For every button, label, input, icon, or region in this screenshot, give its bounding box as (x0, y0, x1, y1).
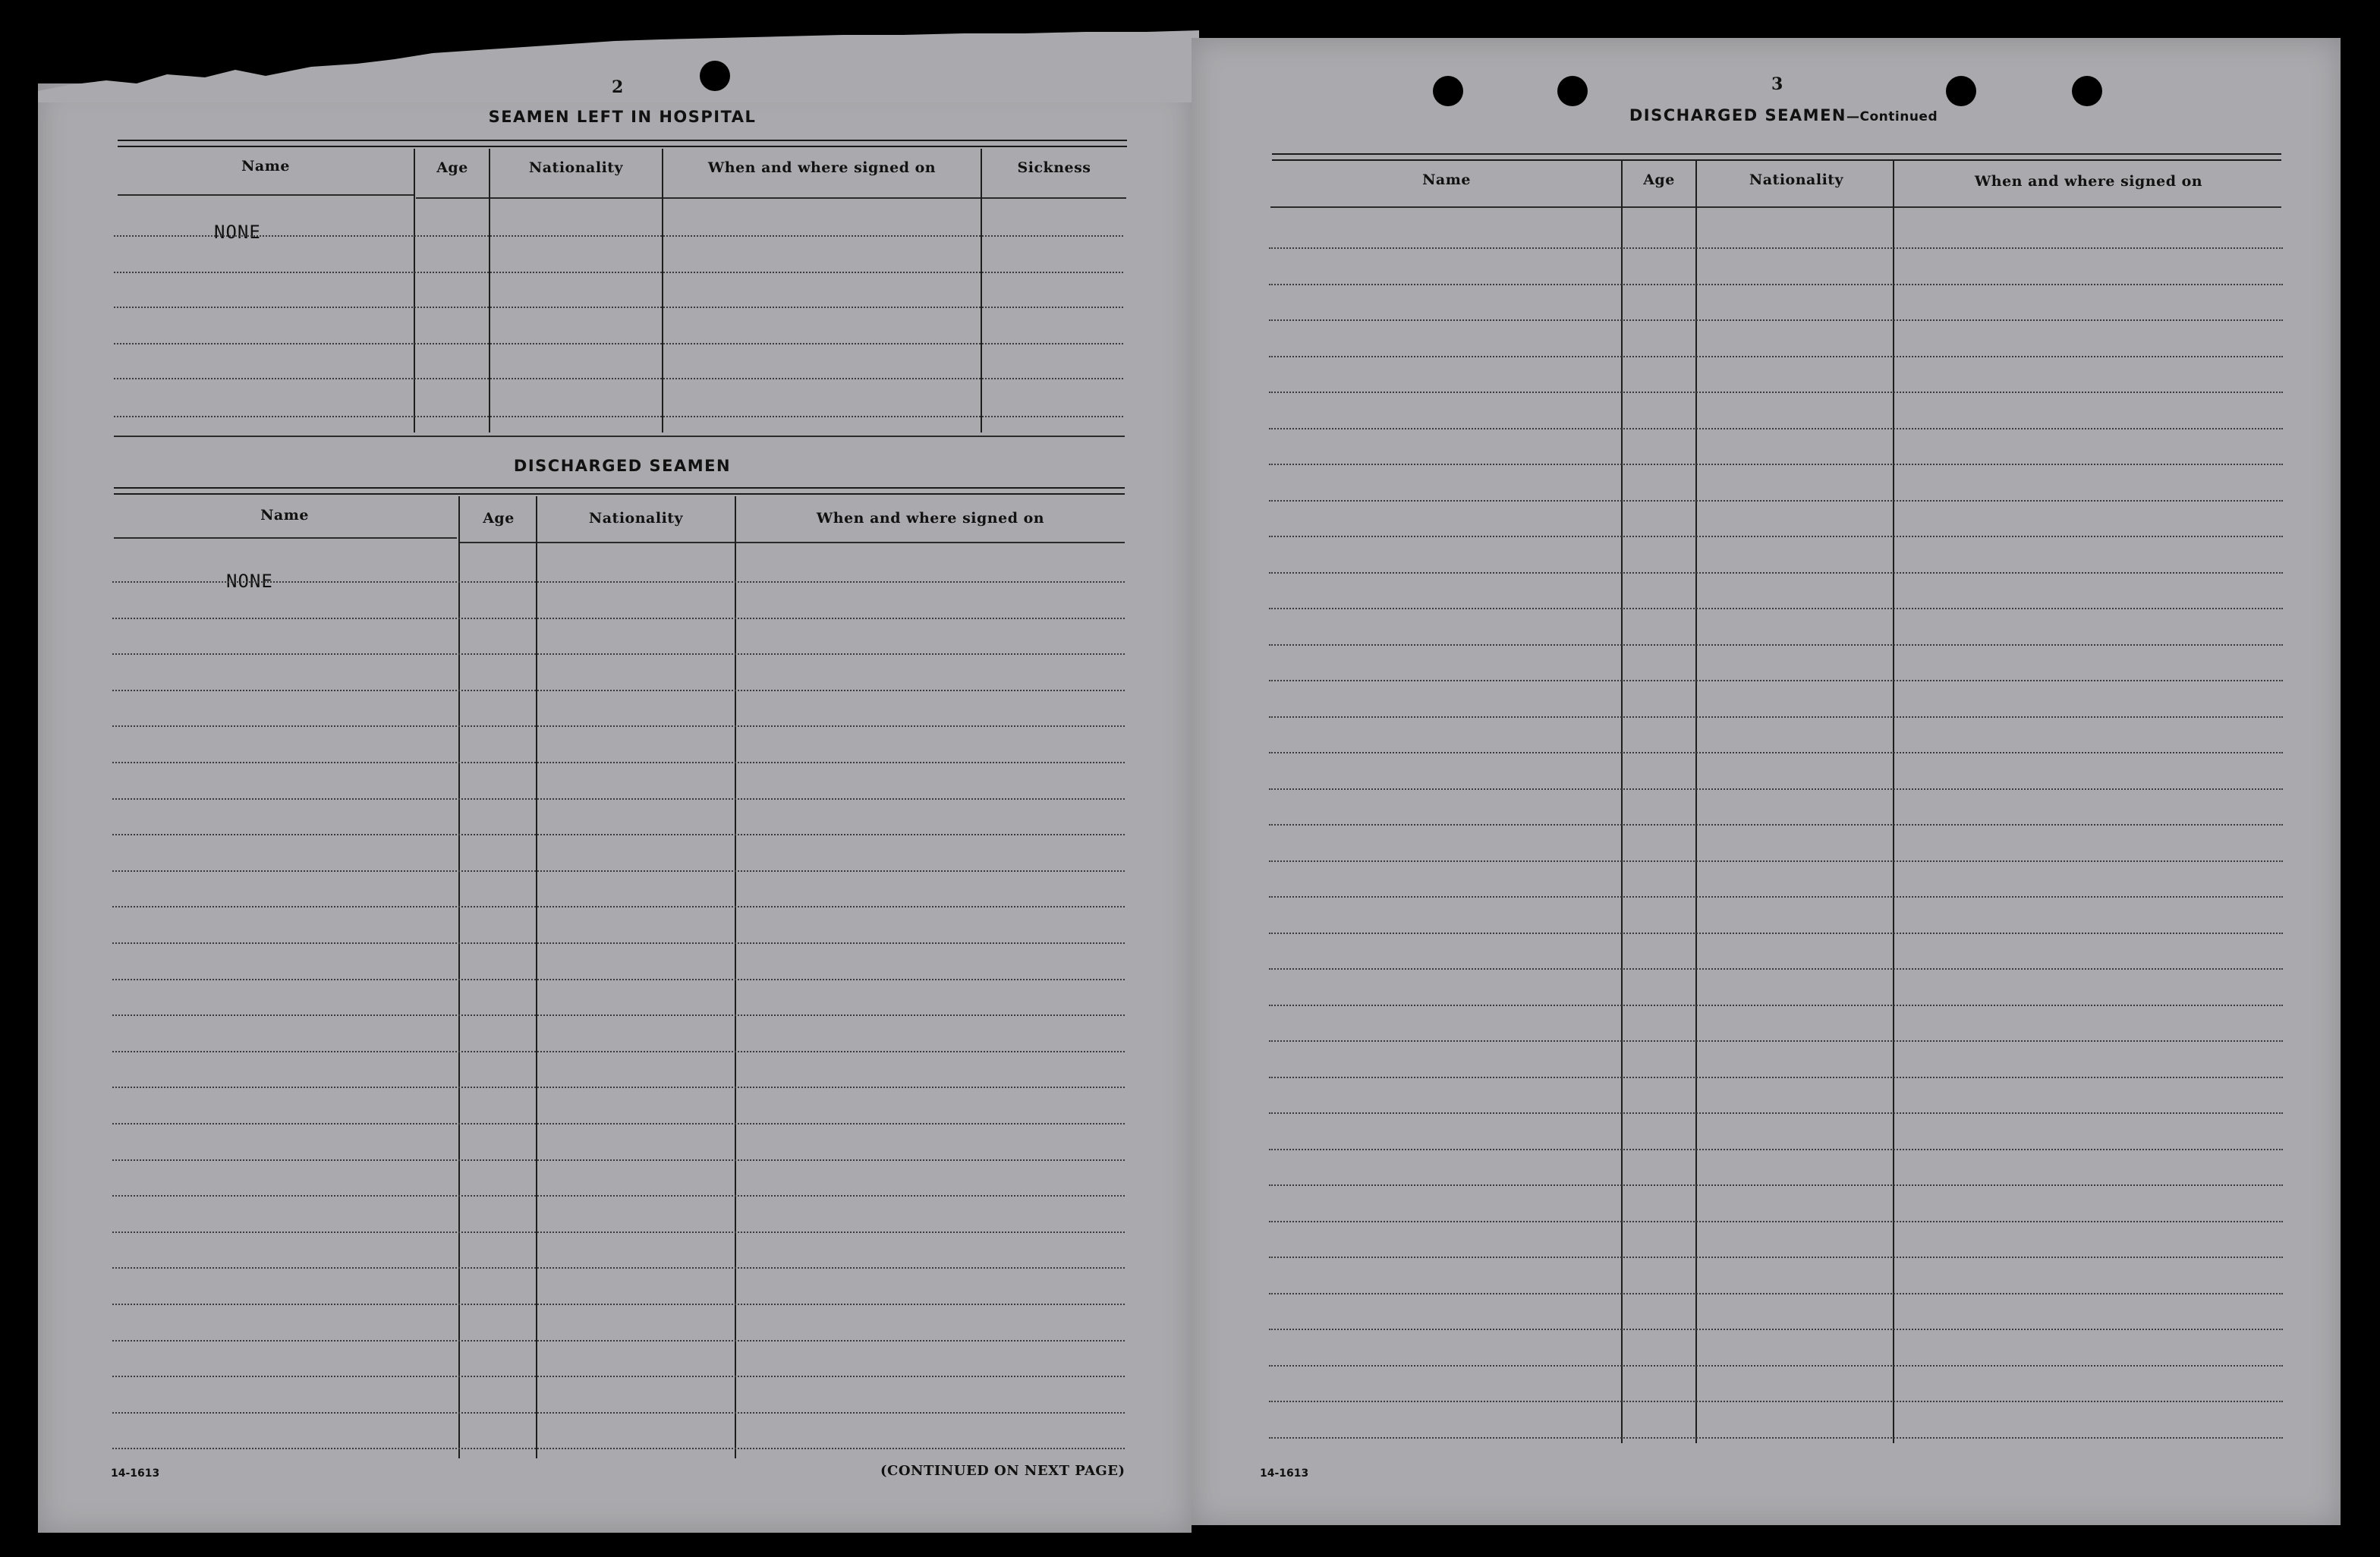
col-header-name: Name (1422, 171, 1471, 188)
right-title-continued: —Continued (1846, 109, 1938, 124)
right-section-title (1586, 106, 1981, 124)
entry-line (112, 1195, 1125, 1197)
column-divider (414, 149, 415, 432)
entry-line (1269, 1112, 2283, 1114)
col-header-signed-on: When and where signed on (816, 510, 1045, 527)
entry-line (112, 1412, 1125, 1414)
entry-line (1269, 752, 2283, 753)
entry-line (1269, 968, 2283, 970)
column-divider (662, 149, 663, 432)
entry-line (1269, 860, 2283, 862)
entry-line (1269, 1221, 2283, 1222)
discharged-entry-none: NONE (226, 571, 273, 592)
left-page (38, 83, 1192, 1533)
entry-line (1269, 572, 2283, 574)
column-divider (536, 496, 537, 1458)
header-rule (460, 542, 1125, 543)
continued-note: (CONTINUED ON NEXT PAGE) (880, 1463, 1125, 1479)
entry-line (1269, 1437, 2283, 1439)
entry-line (1269, 536, 2283, 537)
entry-line (112, 1123, 1125, 1124)
entry-line (112, 762, 1125, 763)
entry-line (1269, 1077, 2283, 1078)
col-header-nationality: Nationality (1749, 171, 1844, 188)
entry-line (1269, 896, 2283, 898)
entry-line (112, 1051, 1125, 1052)
entry-line (114, 235, 1123, 237)
entry-line (112, 906, 1125, 907)
entry-line (1269, 1257, 2283, 1258)
entry-line (114, 416, 1123, 417)
entry-line (112, 979, 1125, 980)
right-title-main: DISCHARGED SEAMEN (1629, 106, 1847, 124)
punch-hole (2072, 76, 2102, 106)
punch-hole (700, 61, 730, 91)
entry-line (1269, 428, 2283, 429)
col-header-age: Age (436, 159, 468, 176)
entry-line (1269, 788, 2283, 790)
col-header-name: Name (241, 158, 290, 175)
col-header-nationality: Nationality (588, 510, 684, 527)
entry-line (112, 725, 1125, 727)
col-header-signed-on: When and where signed on (707, 159, 937, 176)
column-divider (489, 149, 490, 432)
entry-line (1269, 1149, 2283, 1150)
right-page (1192, 38, 2341, 1525)
entry-line (1269, 319, 2283, 321)
hospital-entry-none: NONE (214, 222, 261, 243)
column-divider (1695, 159, 1697, 1443)
column-divider (735, 496, 736, 1458)
entry-line (1269, 356, 2283, 357)
entry-line (112, 1376, 1125, 1377)
discharged-section-title: DISCHARGED SEAMEN (513, 457, 732, 475)
header-rule (118, 194, 414, 196)
punch-hole (1433, 76, 1463, 106)
header-rule (416, 197, 1126, 199)
entry-line (1269, 933, 2283, 934)
entry-line (1269, 392, 2283, 393)
entry-line (1269, 644, 2283, 646)
entry-line (112, 798, 1125, 800)
col-header-signed-on: When and where signed on (1974, 173, 2203, 190)
section-rule (114, 487, 1125, 495)
col-header-age: Age (1643, 171, 1675, 188)
col-header-age: Age (483, 510, 515, 527)
entry-line (112, 1340, 1125, 1342)
page-number: 3 (1771, 74, 1783, 94)
entry-line (1269, 1040, 2283, 1042)
entry-line (112, 1267, 1125, 1269)
entry-line (112, 1014, 1125, 1016)
entry-line (1269, 716, 2283, 718)
entry-line (112, 618, 1125, 619)
entry-line (1269, 1365, 2283, 1367)
form-code: 14-1613 (1260, 1467, 1309, 1480)
hospital-section-title: SEAMEN LEFT IN HOSPITAL (488, 108, 757, 126)
entry-line (1269, 1329, 2283, 1330)
section-rule (1272, 153, 2281, 161)
page-number: 2 (612, 77, 624, 97)
entry-line (114, 378, 1123, 379)
entry-line (112, 870, 1125, 872)
entry-line (114, 272, 1123, 273)
entry-line (1269, 247, 2283, 249)
section-rule (114, 436, 1125, 437)
entry-line (1269, 824, 2283, 826)
col-header-sickness: Sickness (1017, 159, 1091, 176)
col-header-nationality: Nationality (528, 159, 624, 176)
entry-line (1269, 1184, 2283, 1186)
entry-line (112, 834, 1125, 835)
entry-line (112, 690, 1125, 691)
entry-line (114, 343, 1123, 344)
entry-line (1269, 1293, 2283, 1294)
entry-line (1269, 284, 2283, 285)
entry-line (112, 1159, 1125, 1161)
entry-line (1269, 680, 2283, 681)
entry-line (112, 942, 1125, 944)
column-divider (981, 149, 982, 432)
form-code: 14-1613 (111, 1467, 160, 1480)
col-header-name: Name (260, 507, 309, 524)
entry-line (1269, 608, 2283, 609)
entry-line (112, 1231, 1125, 1233)
entry-line (112, 1087, 1125, 1088)
entry-line (1269, 1005, 2283, 1006)
entry-line (114, 307, 1123, 308)
column-divider (1621, 159, 1623, 1443)
entry-line (112, 581, 1125, 583)
entry-line (1269, 1401, 2283, 1402)
header-rule (1270, 206, 2281, 208)
entry-line (1269, 464, 2283, 465)
section-rule (118, 140, 1127, 147)
column-divider (1893, 159, 1894, 1443)
entry-line (112, 653, 1125, 655)
punch-hole (1946, 76, 1976, 106)
punch-hole (1557, 76, 1588, 106)
entry-line (112, 1304, 1125, 1305)
header-rule (114, 537, 457, 539)
entry-line (1269, 500, 2283, 502)
column-divider (458, 496, 460, 1458)
entry-line (112, 1448, 1125, 1449)
